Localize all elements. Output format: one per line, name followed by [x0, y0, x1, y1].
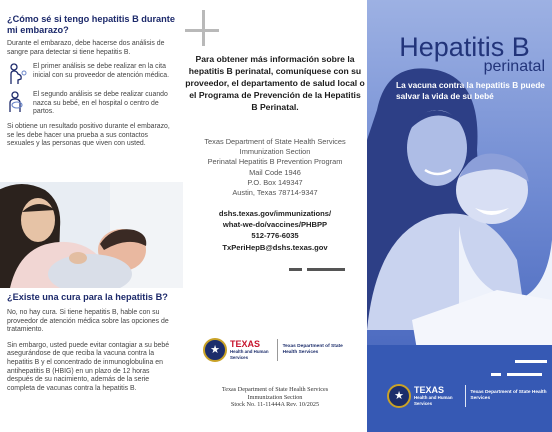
dshs-label: Texas Department of State Health Services [282, 344, 343, 355]
website-link-part2[interactable]: what-we-do/vaccines/PHBPP [222, 220, 328, 230]
plus-decoration [202, 10, 205, 46]
cover-agency-logo [387, 382, 547, 410]
dash-decoration [515, 360, 547, 363]
mother-baby-icon [7, 91, 27, 113]
dash-decoration [289, 268, 302, 271]
cover-title: Hepatitis B [399, 32, 530, 62]
intro-text: Durante el embarazo, debe hacerse dos análisis de sangre para detectar si tiene hepatitis B. [7, 40, 165, 56]
hhs-label: Health and Human Services [414, 394, 453, 406]
no-cure-text: No, no hay cura. Si tiene hepatitis B, hable con su proveedor de atención médica sobre las opciones de tratamiento. [7, 309, 169, 334]
logo-divider [277, 339, 278, 361]
more-info-text: Para obtener más información sobre la hepatitis B perinatal, comuníquese con su proveedor, el departamento de salud local o el Programa de Prevención de la Hepatitis B Perinatal. [185, 54, 365, 112]
stock-line: Immunization Section [247, 393, 303, 401]
address-line: Austin, Texas 78714-9347 [232, 188, 318, 198]
website-link-part1[interactable]: dshs.texas.gov/immunizations/ [218, 209, 332, 218]
plus-decoration-bar [185, 29, 219, 32]
heading-cure: ¿Existe una cura para la hepatitis B? [7, 292, 168, 302]
mother-newborn-photo [0, 182, 183, 288]
second-test-row [7, 91, 175, 117]
hhs-label: Health and Human Services [230, 348, 269, 360]
stock-line: Texas Department of State Health Services [221, 386, 329, 393]
pregnant-woman-icon [7, 63, 27, 85]
first-test-row [7, 63, 175, 85]
address-line: Perinatal Hepatitis B Prevention Program [207, 157, 343, 167]
logo-divider [465, 385, 466, 407]
mailing-address [185, 137, 365, 198]
positive-result-text: Si obtiene un resultado positivo durante el embarazo, se les debe hacer una prueba a sus contactos sexuales y las personas que viven con usted. [7, 122, 170, 148]
email-link[interactable]: TxPeriHepB@dshs.texas.gov [222, 242, 328, 252]
star-seal-icon: ★ [387, 384, 411, 408]
second-test-text: El segundo análisis se debe realizar cuando nazca su bebé, en el hospital o centro de partos. [33, 91, 168, 116]
texas-label: TEXAS [414, 384, 445, 395]
phone-number[interactable]: 512-776-6035 [251, 231, 299, 241]
stock-line: Stock No. 11-11444A Rev. 10/2025 [230, 401, 320, 409]
address-line: P.O. Box 149347 [247, 177, 303, 187]
cover-subtitle: perinatal [483, 58, 545, 75]
address-line: Texas Department of State Health Services [204, 137, 346, 146]
middle-panel [183, 0, 367, 432]
first-test-text: El primer análisis se debe realizar en la cita inicial con su proveedor de atención médica. [33, 63, 169, 79]
dash-decoration [507, 373, 542, 376]
cover-tagline: La vacuna contra la hepatitis B puede salvar la vida de su bebé [396, 80, 545, 101]
address-line: Immunization Section [239, 147, 311, 157]
texas-label: TEXAS [230, 338, 261, 349]
contact-links [185, 208, 365, 253]
address-line: Mail Code 1946 [249, 167, 301, 177]
prevention-text: Sin embargo, usted puede evitar contagiar a su bebé asegurándose de que reciba la vacuna contra la hepatitis B y el concentrado de inmunoglobulina en antihepatitis B (HBIG) en un plazo de 12 horas después de su nacimiento, además de la serie completa de vacunas contra la hepatitis B. [7, 341, 170, 392]
agency-logo [203, 336, 353, 364]
dash-decoration [307, 268, 345, 271]
dash-decoration [491, 373, 501, 376]
cover-panel [367, 0, 552, 432]
stock-info [185, 386, 365, 409]
hhs-wordmark [230, 340, 272, 361]
hhs-wordmark [414, 386, 460, 407]
cure-section [7, 292, 177, 393]
star-seal-icon: ★ [203, 338, 227, 362]
dshs-label: Texas Department of State Health Services [470, 390, 547, 401]
heading-how-to-know: ¿Cómo sé si tengo hepatitis B durante mi embarazo? [7, 14, 175, 35]
